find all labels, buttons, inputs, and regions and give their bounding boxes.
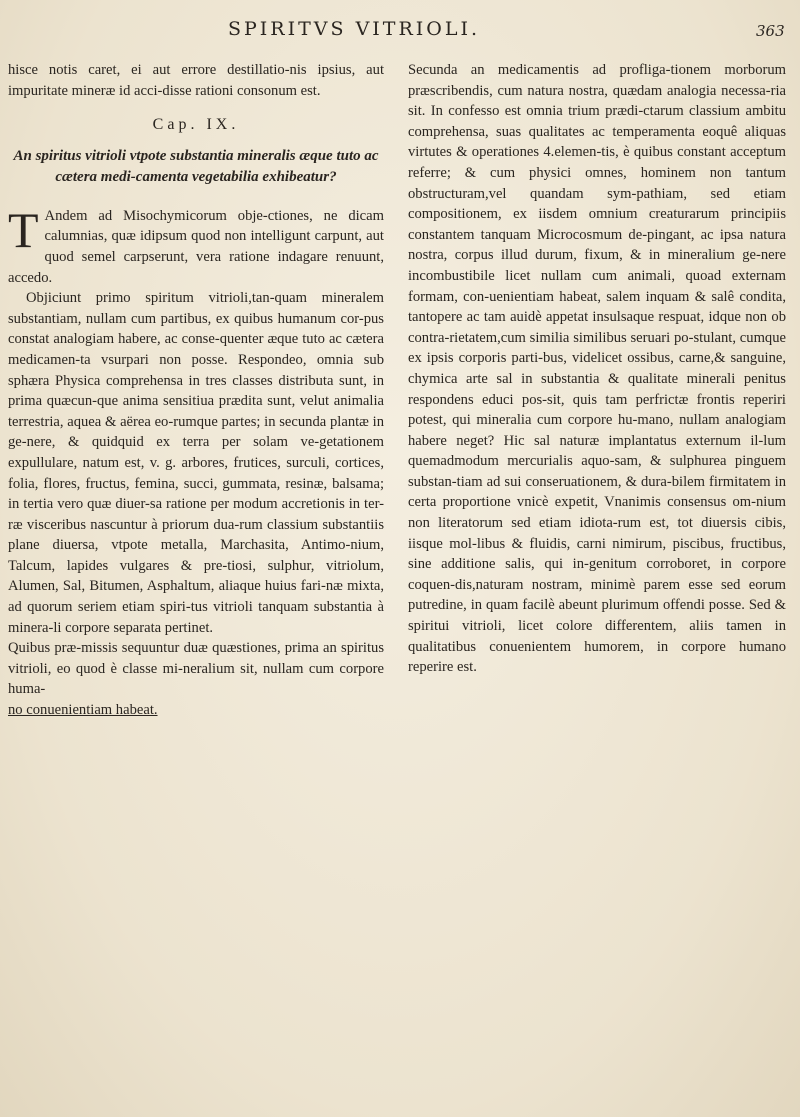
- page-number: 363: [756, 22, 785, 40]
- running-title: SPIRITVS VITRIOLI.: [228, 18, 481, 40]
- chapter-title: An spiritus vitrioli vtpote substantia mineralis æque tuto ac cætera medi-camenta vegetabilia exhibeatur?: [13, 147, 379, 185]
- paragraph-2-tail: Quibus præ-missis sequuntur duæ quæstiones, prima an spiritus vitrioli, eo quod è classe mi-neralium sit, nullam cum corpore huma-: [8, 640, 384, 698]
- last-line: no conuenientiam habeat.: [8, 702, 158, 719]
- paragraph-2: Objiciunt primo spiritum vitrioli,tan-quam mineralem substantiam, nullam cum partibus, ex quibus humanum cor-pus constat analogiam habere, ac conse-quenter æque tuto ac cætera medicamen-ta vsurpari non posse. Respondeo, omnia sub sphæra Physica comprehensa in tres classes distributa sunt, in prima quæcun-que anima sensitiua prædita sunt, velut animalia terrestria, aquea & aërea eo-rumque partes; in secunda plantæ in ge-nere, & quidquid ex terra per solam ve-getationem expullulare, natum est, v. g. arbores, frutices, surculi, cortices, folia, flores, fructus, femina, succi, gummata, resinæ, balsama; in tertia vero quæ diuer-sa ratione per modum accretionis in ter-ræ visceribus nascuntur à priorum dua-rum classium substantiis plane diuersa, vtpote metalla, Marchasita, Antimo-nium, Talcum, lapides vulgares & pre-tiosi, sulphur, vitriolum, Alumen, Sal, Bitumen, Asphaltum, aliaque huius fari-næ mixta, ad quorum seriem etiam spiri-tus vitrioli tanquam substantia à minera-li corpore separata pertinet.: [8, 290, 384, 636]
- chapter-opening: [8, 201, 384, 288]
- chapter-label: Cap. IX.: [152, 116, 240, 134]
- running-head: [0, 18, 800, 54]
- drop-cap: T: [8, 201, 39, 258]
- paragraph-1: Andem ad Misochymicorum obje-ctiones, ne dicam calumnias, quæ idipsum quod non intelligunt carpunt, aut quod semel carpserunt, vera ratione indagare renuunt, accedo.: [8, 207, 384, 286]
- right-paragraph: Secunda an medicamentis ad profliga-tionem morborum præscribendis, cum natura nostra, quædam analogia necessa-ria sit. In confesso est omnia trium prædi-ctarum classium ambitu comprehensa, suas qualitates ac temperamenta eoquê aliquas virtutes & operationes 4.elemen-tis, è quibus constant acceptum referre; & cum physici omnes, hominem non tantum obstructuram,vel quandam sym-pathiam, sed etiam compositionem, ex iisdem omnium creaturarum principiis constantem tanquam Microcosmum de-pingant, ac ipsa natura nostra, corpus illud durum, fixum, & in mineralium ge-nere incombustibile licet nullam cum animali, quoad externam formam, con-uenientiam habeat, salem inquam & salê condita, tantopere ac tam auidè appetat insulsaque respuat, idque non ob contra-rietatem,cum similia similibus seruari po-stulant, cumque ex ipsis corporis parti-bus, videlicet ossibus, carne,& sanguine, chymica arte sal in substantia & qualitate minerali penitus respondens educi pos-sit, quis tam perfrictæ frontis reperiri potest, qui mineralia cum corpore hu-mano, nullam analogiam habere neget? Hic sal naturæ implantatus externum il-lum quemadmodum mercurialis aquo-sam, & sulphurea pinguem substan-tiam ad sui conseruationem, & dura-bilem firmitatem in certa proportione vnicè expetit, Vnanimis consensus om-nium non literatorum sed etiam idiota-rum est, tot diuersis cibis, iisque mol-libus & fluidis, carni nimirum, piscibus, fructibus, sine additione salis, qui in-genitum corroboret, in corpore coquen-dis,naturam nostram, minimè parem esse sed eorum putredine, in quam facilè abeunt plurimum offendi posse. Sed & spiritui vitrioli, licet colore differentem, aliis tamen in qualitatibus conuenientem humorem, in corpore humano reperire est.: [408, 62, 786, 676]
- right-column: [408, 60, 786, 678]
- left-column: [8, 60, 384, 721]
- intro-paragraph: hisce notis caret, ei aut errore destillatio-nis ipsius, aut impuritate mineræ id acci-disse rationi consonum est.: [8, 62, 384, 99]
